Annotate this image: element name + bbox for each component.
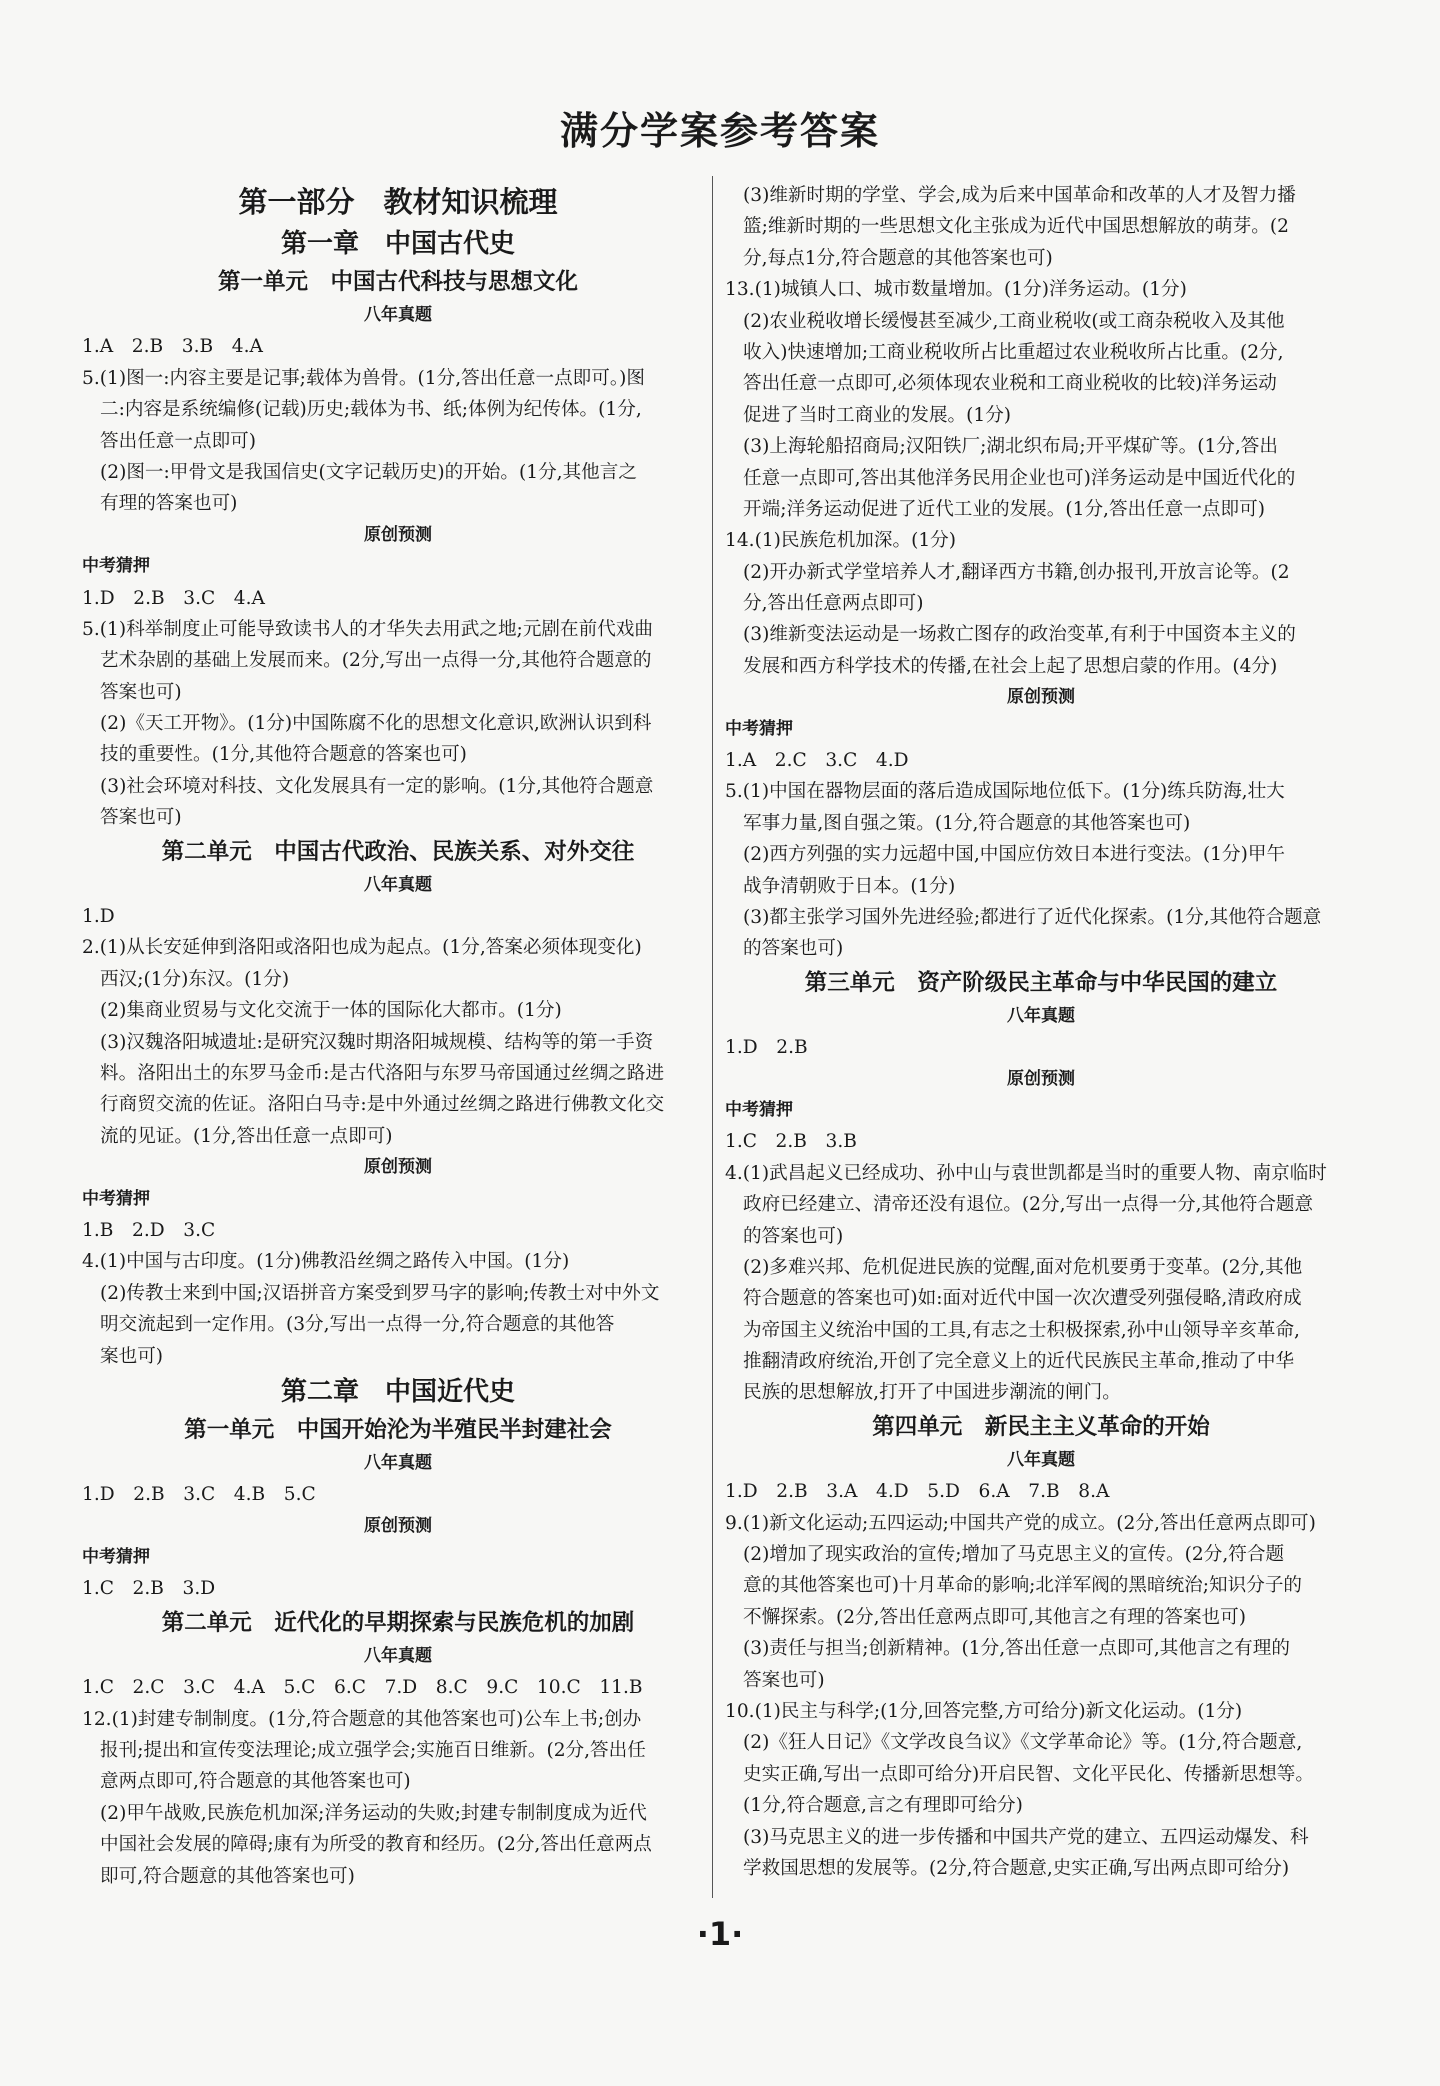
answer-line: 为帝国主义统治中国的工具,有志之士积极探索,孙中山领导辛亥革命, <box>743 1319 1300 1341</box>
answer-line: (3)上海轮船招商局;汉阳铁厂;湖北织布局;开平煤矿等。(1分,答出 <box>743 436 1278 458</box>
answer-line: 4.(1)武昌起义已经成功、孙中山与袁世凯都是当时的重要人物、南京临时 <box>725 1162 1327 1184</box>
answer-line: 中国社会发展的障碍;康有为所受的教育和经历。(2分,答出任意两点 <box>100 1834 652 1856</box>
section-label: 八年真题 <box>1007 1449 1075 1470</box>
answer-line: 料。洛阳出土的东罗马金币:是古代洛阳与东罗马帝国通过丝绸之路进 <box>100 1062 665 1084</box>
section-label: 八年真题 <box>364 305 432 325</box>
answer-line: 答案也可) <box>100 681 182 703</box>
answer-line: 军事力量,图自强之策。(1分,符合题意的其他答案也可) <box>743 812 1191 834</box>
subsection-label: 中考猜押 <box>82 1188 150 1209</box>
answer-line: 西汉;(1分)东汉。(1分) <box>100 968 290 990</box>
answer-line: (2)甲午战败,民族危机加深;洋务运动的失败;封建专制制度成为近代 <box>100 1802 647 1824</box>
answer-line: 艺术杂剧的基础上发展而来。(2分,写出一点得一分,其他符合题意的 <box>100 650 652 672</box>
answer-line: 分,每点1分,符合题意的其他答案也可) <box>743 247 1053 269</box>
answer-line: 的答案也可) <box>743 1225 844 1247</box>
answer-line: (2)西方列强的实力远超中国,中国应仿效日本进行变法。(1分)甲午 <box>743 844 1286 866</box>
answer-line: 不懈探索。(2分,答出任意两点即可,其他言之有理的答案也可) <box>743 1606 1247 1628</box>
answer-line: 答案也可) <box>100 807 182 829</box>
answer-line: (2)增加了现实政治的宣传;增加了马克思主义的宣传。(2分,符合题 <box>743 1544 1285 1566</box>
subsection-label: 中考猜押 <box>725 718 793 739</box>
section-label: 八年真题 <box>364 1452 432 1473</box>
answer-line: 13.(1)城镇人口、城市数量增加。(1分)洋务运动。(1分) <box>725 279 1187 301</box>
answer-line: (2)多难兴邦、危机促进民族的觉醒,面对危机要勇于变革。(2分,其他 <box>743 1256 1303 1278</box>
answer-line: (3)马克思主义的进一步传播和中国共产党的建立、五四运动爆发、科 <box>743 1826 1309 1848</box>
answer-line: 1.A 2.C 3.C 4.D <box>725 750 909 772</box>
answer-line: 即可,符合题意的其他答案也可) <box>100 1865 355 1887</box>
answer-line: (3)都主张学习国外先进经验;都进行了近代化探索。(1分,其他符合题意 <box>743 906 1322 928</box>
answer-line: 1.A 2.B 3.B 4.A <box>82 336 263 358</box>
answer-line: 10.(1)民主与科学;(1分,回答完整,方可给分)新文化运动。(1分) <box>725 1700 1243 1722</box>
answer-line: 2.(1)从长安延伸到洛阳或洛阳也成为起点。(1分,答案必须体现变化) <box>82 937 642 959</box>
unit-heading: 第二单元 中国古代政治、民族关系、对外交往 <box>161 838 635 865</box>
answer-line: 答案也可) <box>743 1669 825 1691</box>
answer-line: (1分,符合题意,言之有理即可给分) <box>743 1795 1023 1817</box>
section-label: 八年真题 <box>364 874 432 895</box>
answer-line: 1.D 2.B <box>725 1037 808 1059</box>
answer-line: 意的其他答案也可)十月革命的影响;北洋军阀的黑暗统治;知识分子的 <box>743 1575 1303 1597</box>
answer-line: (2)农业税收增长缓慢甚至减少,工商业税收(或工商杂税收入及其他 <box>743 310 1285 332</box>
answer-line: 篮;维新时期的一些思想文化主张成为近代中国思想解放的萌芽。(2 <box>743 216 1289 238</box>
answer-line: 4.(1)中国与古印度。(1分)佛教沿丝绸之路传入中国。(1分) <box>82 1251 570 1273</box>
answer-line: 案也可) <box>100 1345 164 1367</box>
answer-line: 技的重要性。(1分,其他符合题意的答案也可) <box>100 744 467 766</box>
answer-line: 战争清朝败于日本。(1分) <box>743 875 956 897</box>
answer-line: 有理的答案也可) <box>100 493 238 515</box>
answer-line: 1.D 2.B 3.C 4.A <box>82 587 265 609</box>
page-title: 满分学案参考答案 <box>559 109 880 153</box>
answer-line: (2)图一:甲骨文是我国信史(文字记载历史)的开始。(1分,其他言之 <box>100 461 637 483</box>
answer-line: (3)汉魏洛阳城遗址:是研究汉魏时期洛阳城规模、结构等的第一手资 <box>100 1031 654 1053</box>
answer-line: 5.(1)中国在器物层面的落后造成国际地位低下。(1分)练兵防海,壮大 <box>725 781 1285 803</box>
answer-line: 5.(1)图一:内容主要是记事;载体为兽骨。(1分,答出任意一点即可。)图 <box>82 367 645 389</box>
answer-line: 分,答出任意两点即可) <box>743 593 924 615</box>
answer-line: (2)《狂人日记》《文学改良刍议》《文学革命论》等。(1分,符合题意, <box>743 1732 1303 1754</box>
answer-line: 促进了当时工商业的发展。(1分) <box>743 404 1012 426</box>
answer-line: 1.C 2.B 3.D <box>82 1578 216 1600</box>
answer-line: 5.(1)科举制度止可能导致读书人的才华失去用武之地;元剧在前代戏曲 <box>82 618 653 640</box>
answer-line: 史实正确,写出一点即可给分)开启民智、文化平民化、传播新思想等。 <box>743 1763 1314 1785</box>
answer-line: 的答案也可) <box>743 938 844 960</box>
chapter-heading: 第一章 中国古代史 <box>280 229 515 259</box>
unit-heading: 第一单元 中国古代科技与思想文化 <box>217 269 578 295</box>
answer-line: 二:内容是系统编修(记载)历史;载体为书、纸;体例为纪传体。(1分, <box>100 399 642 421</box>
answer-line: 政府已经建立、清帝还没有退位。(2分,写出一点得一分,其他符合题意 <box>743 1194 1314 1216</box>
section-label: 八年真题 <box>1007 1005 1075 1026</box>
chapter-heading: 第二章 中国近代史 <box>280 1376 515 1407</box>
unit-heading: 第一单元 中国开始沦为半殖民半封建社会 <box>184 1416 612 1443</box>
answer-line: 符合题意的答案也可)如:面对近代中国一次次遭受列强侵略,清政府成 <box>743 1288 1302 1310</box>
unit-heading: 第四单元 新民主主义革命的开始 <box>872 1413 1210 1440</box>
section-label: 原创预测 <box>364 1515 432 1536</box>
answer-line: 9.(1)新文化运动;五四运动;中国共产党的成立。(2分,答出任意两点即可) <box>725 1512 1316 1534</box>
answer-line: 1.D <box>82 906 115 928</box>
answer-line: 民族的思想解放,打开了中国进步潮流的闸门。 <box>743 1382 1121 1404</box>
answer-line: (3)维新时期的学堂、学会,成为后来中国革命和改革的人才及智力播 <box>743 185 1296 206</box>
answer-line: 14.(1)民族危机加深。(1分) <box>725 530 956 552</box>
answer-line: (2)开办新式学堂培养人才,翻译西方书籍,创办报刊,开放言论等。(2 <box>743 561 1290 583</box>
subsection-label: 中考猜押 <box>82 1547 150 1568</box>
answer-line: 任意一点即可,答出其他洋务民用企业也可)洋务运动是中国近代化的 <box>743 467 1296 489</box>
answer-line: 明交流起到一定作用。(3分,写出一点得一分,符合题意的其他答 <box>100 1314 615 1336</box>
column-divider <box>712 176 713 1898</box>
section-label: 八年真题 <box>364 1645 432 1666</box>
answer-line: 1.D 2.B 3.C 4.B 5.C <box>82 1484 316 1506</box>
answer-line: 推翻清政府统治,开创了完全意义上的近代民族民主革命,推动了中华 <box>743 1351 1295 1373</box>
section-label: 原创预测 <box>364 1157 432 1178</box>
section-label: 原创预测 <box>364 524 432 545</box>
answer-line: 答出任意一点即可) <box>100 430 257 452</box>
answer-line: (3)维新变法运动是一场救亡图存的政治变革,有利于中国资本主义的 <box>743 624 1296 646</box>
answer-line: 答出任意一点即可,必须体现农业税和工商业税收的比较)洋务运动 <box>743 373 1277 395</box>
answer-line: (3)社会环境对科技、文化发展具有一定的影响。(1分,其他符合题意 <box>100 775 654 797</box>
subsection-label: 中考猜押 <box>82 556 150 577</box>
answer-line: 1.D 2.B 3.A 4.D 5.D 6.A 7.B 8.A <box>725 1481 1110 1503</box>
answer-line: 12.(1)封建专制制度。(1分,符合题意的其他答案也可)公车上书;创办 <box>82 1708 642 1730</box>
subsection-label: 中考猜押 <box>725 1099 793 1120</box>
answer-line: 意两点即可,符合题意的其他答案也可) <box>100 1771 411 1793</box>
answer-line: (2)《天工开物》。(1分)中国陈腐不化的思想文化意识,欧洲认识到科 <box>100 713 652 735</box>
answer-line: 学救国思想的发展等。(2分,符合题意,史实正确,写出两点即可给分) <box>743 1857 1290 1879</box>
unit-heading: 第三单元 资产阶级民主革命与中华民国的建立 <box>804 969 1278 996</box>
section-label: 原创预测 <box>1007 1068 1075 1089</box>
answer-line: 开端;洋务运动促进了近代工业的发展。(1分,答出任意一点即可) <box>743 498 1265 520</box>
answer-line: 收入)快速增加;工商业税收所占比重超过农业税收所占比重。(2分, <box>743 341 1284 363</box>
answer-line: 发展和西方科学技术的传播,在社会上起了思想启蒙的作用。(4分) <box>743 655 1278 677</box>
answer-line: 1.C 2.B 3.B <box>725 1131 857 1153</box>
unit-heading: 第二单元 近代化的早期探索与民族危机的加剧 <box>161 1609 635 1636</box>
right-column <box>725 180 1357 1884</box>
answer-line: (2)传教士来到中国;汉语拼音方案受到罗马字的影响;传教士对中外文 <box>100 1282 660 1304</box>
part-heading: 第一部分 教材知识梳理 <box>238 185 558 219</box>
answer-line: 流的见证。(1分,答出任意一点即可) <box>100 1125 393 1147</box>
answer-line: (2)集商业贸易与文化交流于一体的国际化大都市。(1分) <box>100 1000 562 1022</box>
answer-line: (3)责任与担当;创新精神。(1分,答出任意一点即可,其他言之有理的 <box>743 1638 1290 1660</box>
section-label: 原创预测 <box>1007 687 1075 708</box>
answer-line: 1.C 2.C 3.C 4.A 5.C 6.C 7.D 8.C 9.C 10.C 11.B <box>82 1677 643 1699</box>
left-column <box>82 180 714 1892</box>
answer-line: 行商贸交流的佐证。洛阳白马寺:是中外通过丝绸之路进行佛教文化交 <box>100 1094 665 1116</box>
answer-line: 报刊;提出和宣传变法理论;成立强学会;实施百日维新。(2分,答出任 <box>100 1740 646 1762</box>
page-number: ·1· <box>696 1915 744 1953</box>
answer-line: 1.B 2.D 3.C <box>82 1219 216 1241</box>
